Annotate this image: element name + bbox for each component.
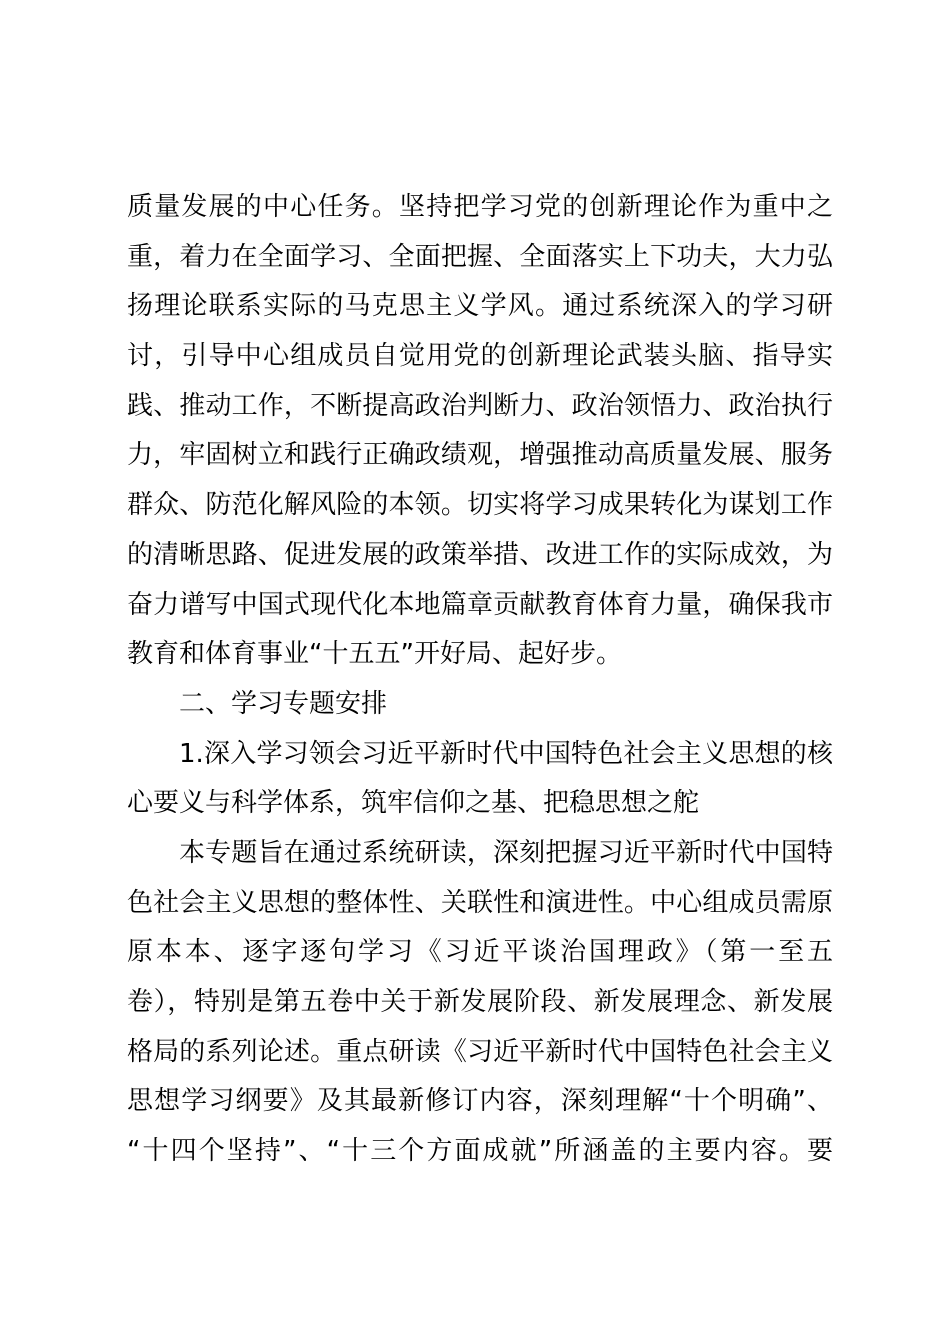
body-paragraph-goals: [127, 183, 833, 680]
text-line: 讨，引导中心组成员自觉用党的创新理论武装头脑、指导实: [127, 341, 833, 372]
text-line: 原本本、逐字逐句学习《习近平谈治国理政》（第一至五: [127, 937, 833, 968]
topic-heading-text: 心要义与科学体系，筑牢信仰之基、把稳思想之舵: [127, 788, 700, 819]
section-heading: [127, 680, 833, 730]
document-page: [127, 183, 833, 1177]
text-line: 力，牢固树立和践行正确政绩观，增强推动高质量发展、服务: [127, 440, 833, 471]
text-line: 扬理论联系实际的马克思主义学风。通过系统深入的学习研: [127, 291, 833, 322]
text-line: 群众、防范化解风险的本领。切实将学习成果转化为谋划工作: [127, 490, 833, 521]
text-line: 色社会主义思想的整体性、关联性和演进性。中心组成员需原: [127, 887, 833, 918]
text-line: 格局的系列论述。重点研读《习近平新时代中国特色社会主义: [127, 1036, 833, 1067]
text-line: 教育和体育事业“十五五”开好局、起好步。: [127, 639, 622, 670]
text-line: “十四个坚持”、“十三个方面成就”所涵盖的主要内容。要: [127, 1136, 833, 1167]
text-line: 思想学习纲要》及其最新修订内容，深刻理解“十个明确”、: [127, 1086, 833, 1117]
text-line: 的清晰思路、促进发展的政策举措、改进工作的实际成效，为: [127, 539, 833, 570]
text-line: 奋力谱写中国式现代化本地篇章贡献教育体育力量，确保我市: [127, 589, 833, 620]
text-line: 重，着力在全面学习、全面把握、全面落实上下功夫，大力弘: [127, 241, 833, 272]
text-line: 卷），特别是第五卷中关于新发展阶段、新发展理念、新发展: [127, 987, 833, 1017]
text-line: 质量发展的中心任务。坚持把学习党的创新理论作为重中之: [127, 192, 833, 222]
text-line: 践、推动工作，不断提高政治判断力、政治领悟力、政治执行: [127, 390, 833, 421]
text-line: 本专题旨在通过系统研读，深刻把握习近平新时代中国特: [179, 837, 833, 868]
topic-heading: [127, 730, 833, 829]
section-heading-text: 二、学习专题安排: [179, 688, 388, 719]
body-paragraph-topic-detail: [127, 829, 833, 1177]
topic-heading-text: 1.深入学习领会习近平新时代中国特色社会主义思想的核: [179, 738, 833, 769]
